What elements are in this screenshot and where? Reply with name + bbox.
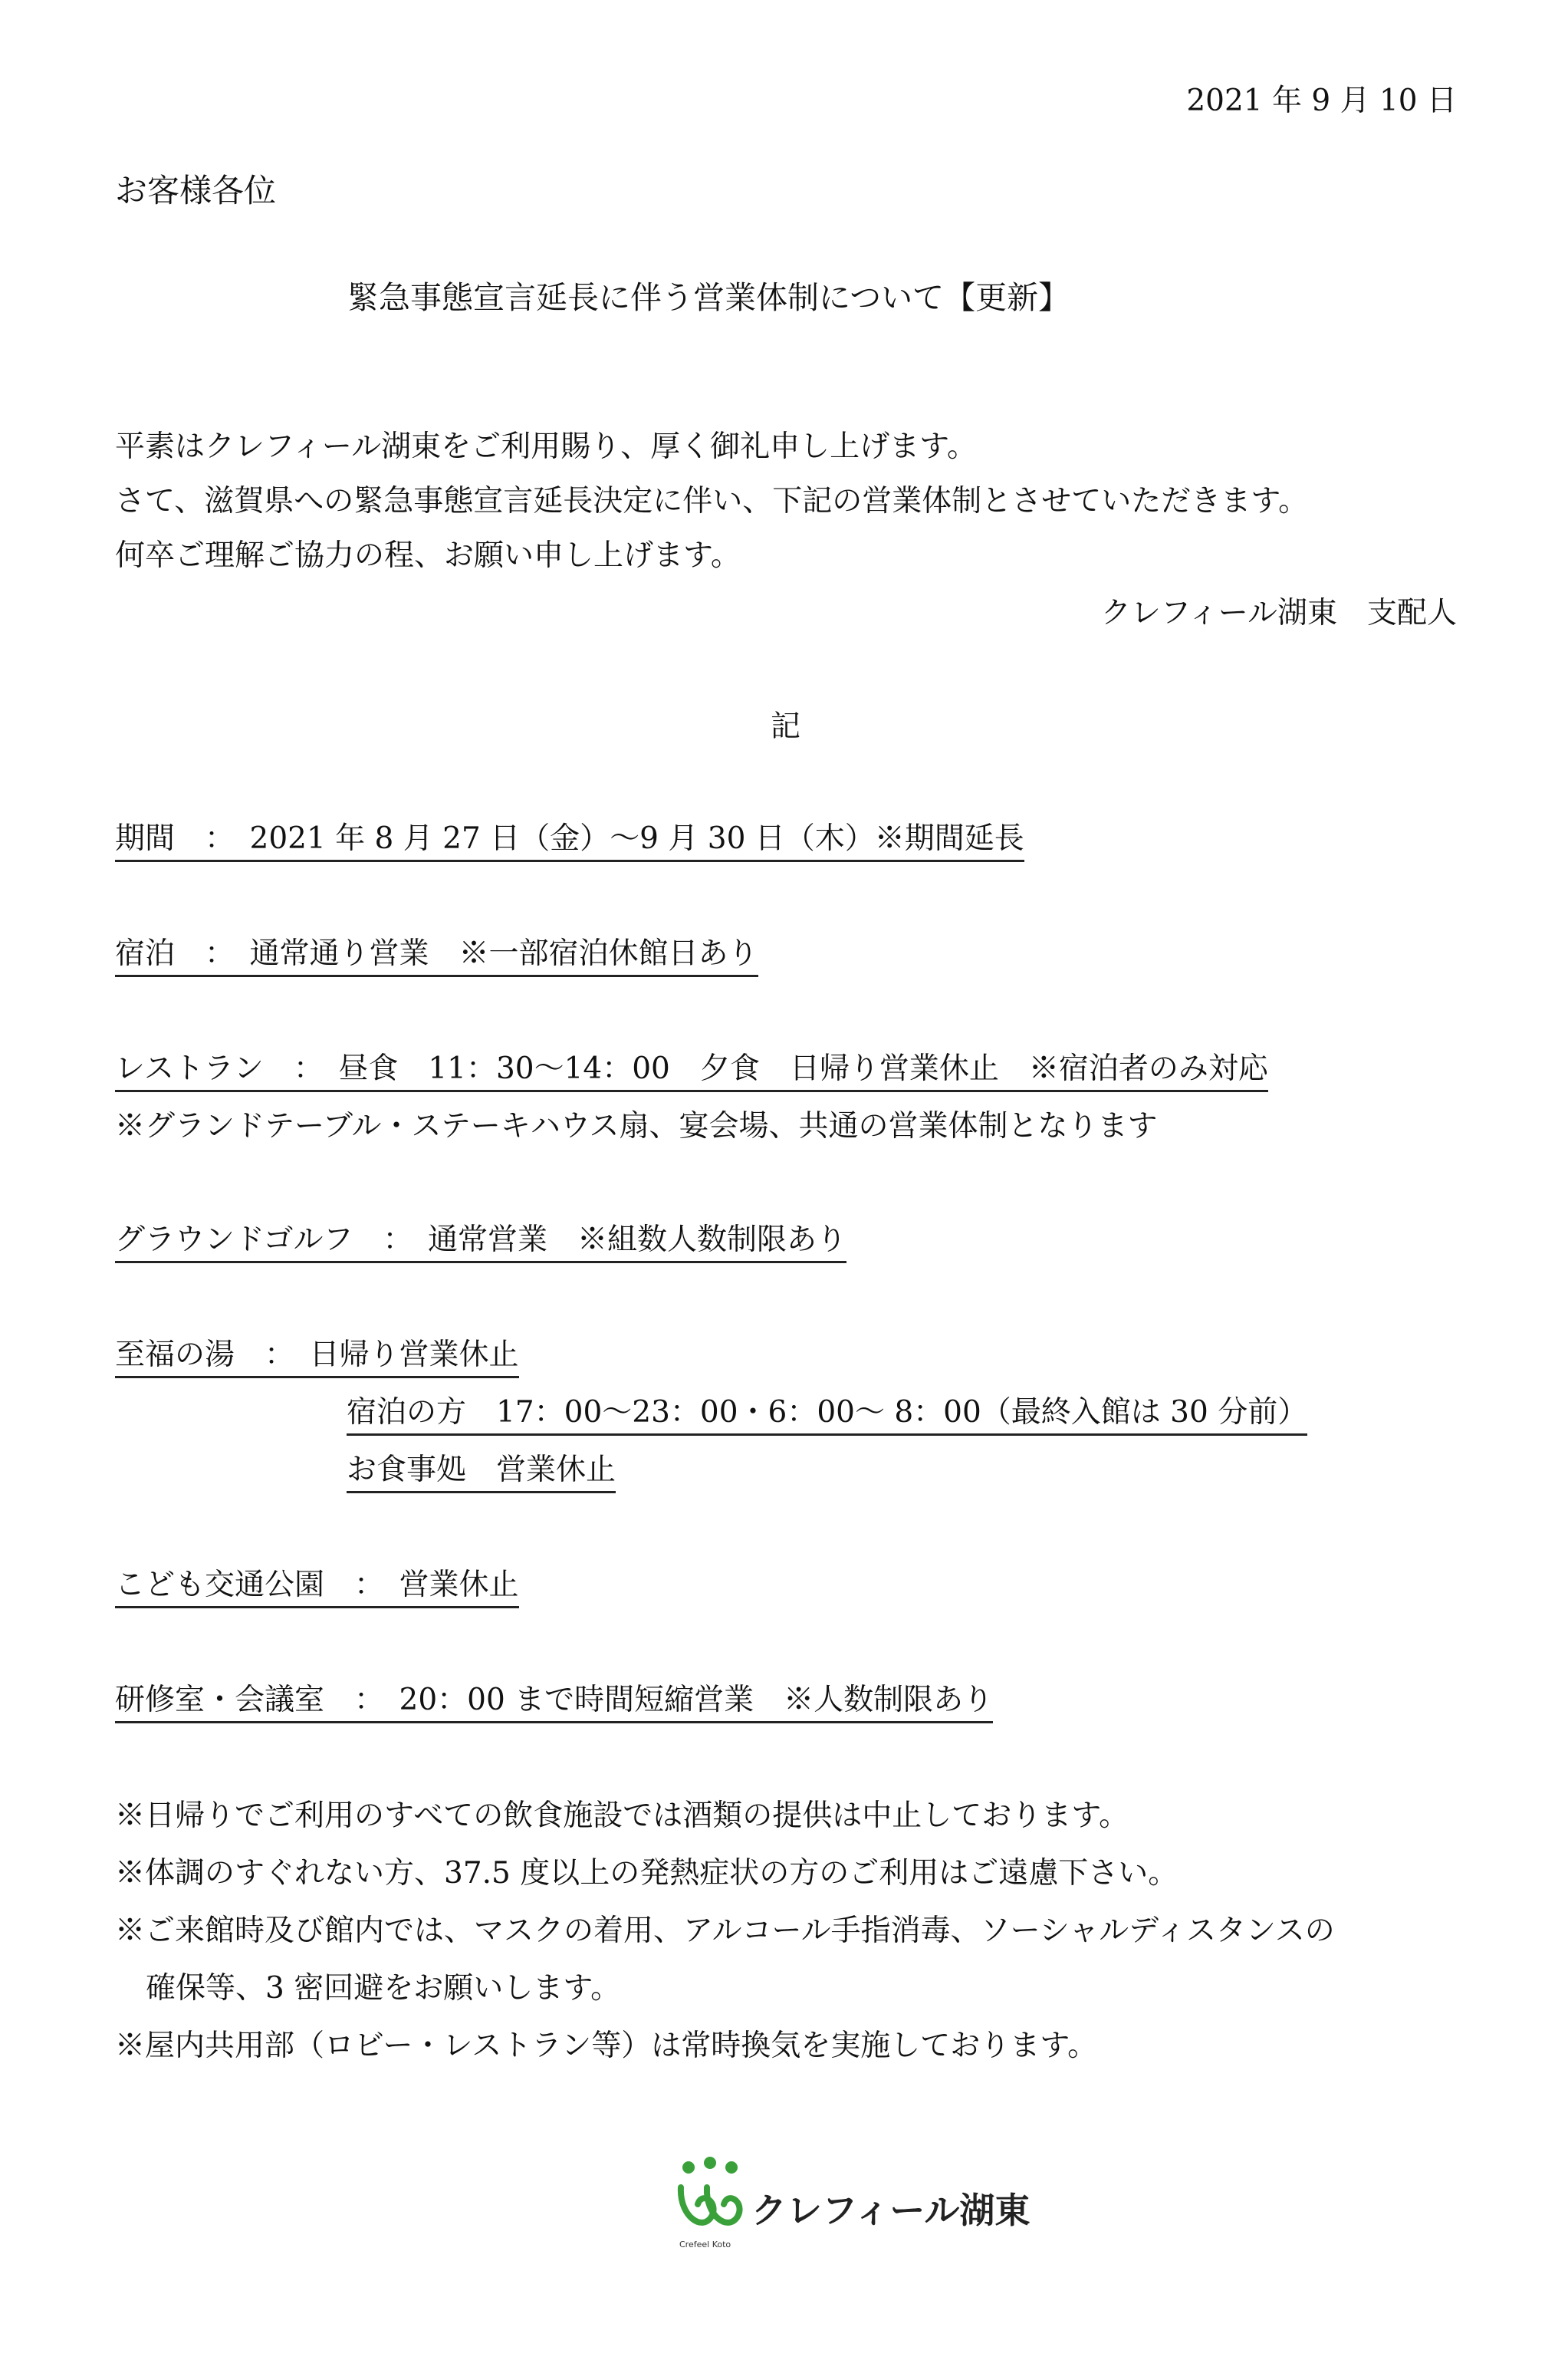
crefeel-koto-logo [672,2157,1031,2256]
logo-sub: Crefeel Koto [679,2240,731,2249]
ground-golf-line: グラウンドゴルフ ： 通常営業 ※組数人数制限あり [115,1225,846,1263]
lodging-line: 宿泊 ： 通常通り営業 ※一部宿泊休館日あり [115,939,758,977]
restaurant-line: レストラン ： 昼食 11：30〜14：00 夕食 日帰り営業休止 ※宿泊者のみ対応 [115,1054,1268,1092]
restaurant-note: ※グランドテーブル・ステーキハウス扇、宴会場、共通の営業体制となります [115,1109,1158,1144]
spa-line-2: 宿泊の方 17：00〜23：00・6：00〜 8：00（最終入館は 30 分前） [347,1397,1307,1436]
spa-line-3: お食事処 営業休止 [347,1455,616,1493]
document-date: 2021 年 9 月 10 日 [1186,84,1457,118]
note-mask-1: ※ご来館時及び館内では、マスクの着用、アルコール手指消毒、ソーシャルディスタンスの [115,1914,1335,1948]
note-fever: ※体調のすぐれない方、37.5 度以上の発熱症状の方のご利用はご遠慮下さい。 [115,1856,1178,1891]
page-title: 緊急事態宣言延長に伴う営業体制について【更新】 [347,279,1070,316]
ki-heading: 記 [771,709,801,744]
meeting-rooms-line: 研修室・会議室 ： 20：00 まで時間短縮営業 ※人数制限あり [115,1685,993,1723]
logo-mark-icon [672,2157,748,2241]
addressee: お客様各位 [115,172,277,209]
logo-name: クレフィール湖東 [751,2190,1031,2231]
kids-park-line: こども交通公園 ： 営業休止 [115,1570,519,1608]
period-line: 期間 ： 2021 年 8 月 27 日（金）〜9 月 30 日（木）※期間延長 [115,824,1024,862]
intro-line-2: さて、滋賀県への緊急事態宣言延長決定に伴い、下記の営業体制とさせていただきます。 [115,484,1309,518]
note-ventilation: ※屋内共用部（ロビー・レストラン等）は常時換気を実施しております。 [115,2029,1098,2063]
note-mask-2: 確保等、3 密回避をお願いします。 [146,1971,621,2006]
intro-line-3: 何卒ご理解ご協力の程、お願い申し上げます。 [115,538,741,573]
intro-line-1: 平素はクレフィール湖東をご利用賜り、厚く御礼申し上げます。 [115,429,977,464]
signature: クレフィール湖東 支配人 [1100,596,1457,630]
spa-line-1: 至福の湯 ： 日帰り営業休止 [115,1340,519,1378]
note-alcohol: ※日帰りでご利用のすべての飲食施設では酒類の提供は中止しております。 [115,1799,1129,1833]
